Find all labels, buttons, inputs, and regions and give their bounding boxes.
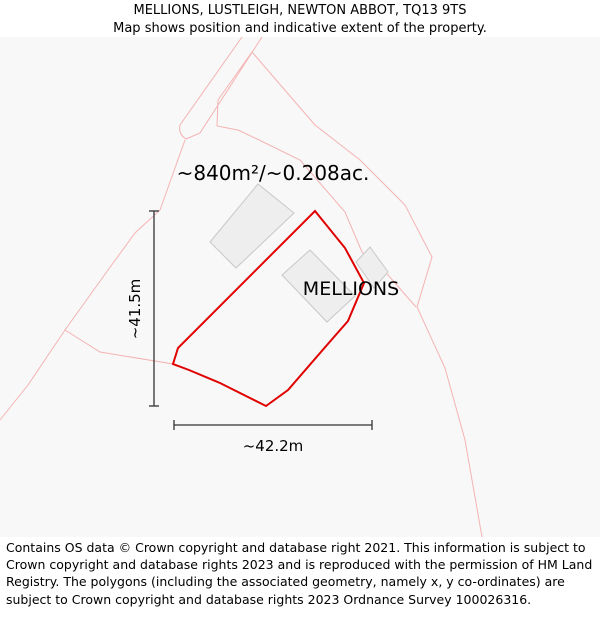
copyright-notice: Contains OS data © Crown copyright and database right 2021. This information is subject to Crown copyright and database rights 2023 and is reproduced with the permission of HM Land Registry. The polygons (including the associated geometry, namely x, y co-ordinates) are subject to Crown copyright and database rights 2023 Ordnance Survey 100026316. — [6, 540, 593, 607]
map-subtitle: Map shows position and indicative extent of the property. — [113, 21, 487, 36]
buildings — [210, 184, 388, 322]
property-address: MELLIONS, LUSTLEIGH, NEWTON ABBOT, TQ13 9TS — [133, 3, 467, 18]
property-name-label: MELLIONS — [302, 278, 400, 300]
area-label: ~840m²/~0.208ac. — [176, 161, 370, 185]
height-dimension-line — [149, 211, 159, 406]
building — [210, 184, 294, 268]
parcel-line — [0, 140, 185, 420]
map-header — [0, 0, 600, 38]
width-dimension-line — [174, 420, 372, 430]
parcel-line — [180, 37, 262, 139]
parcel-lines — [0, 37, 482, 537]
map-svg — [0, 37, 600, 537]
parcel-line — [65, 330, 173, 364]
map-canvas[interactable] — [0, 37, 600, 537]
width-measure-label: ~42.2m — [242, 437, 304, 455]
height-measure-label: ~41.5m — [126, 278, 144, 340]
